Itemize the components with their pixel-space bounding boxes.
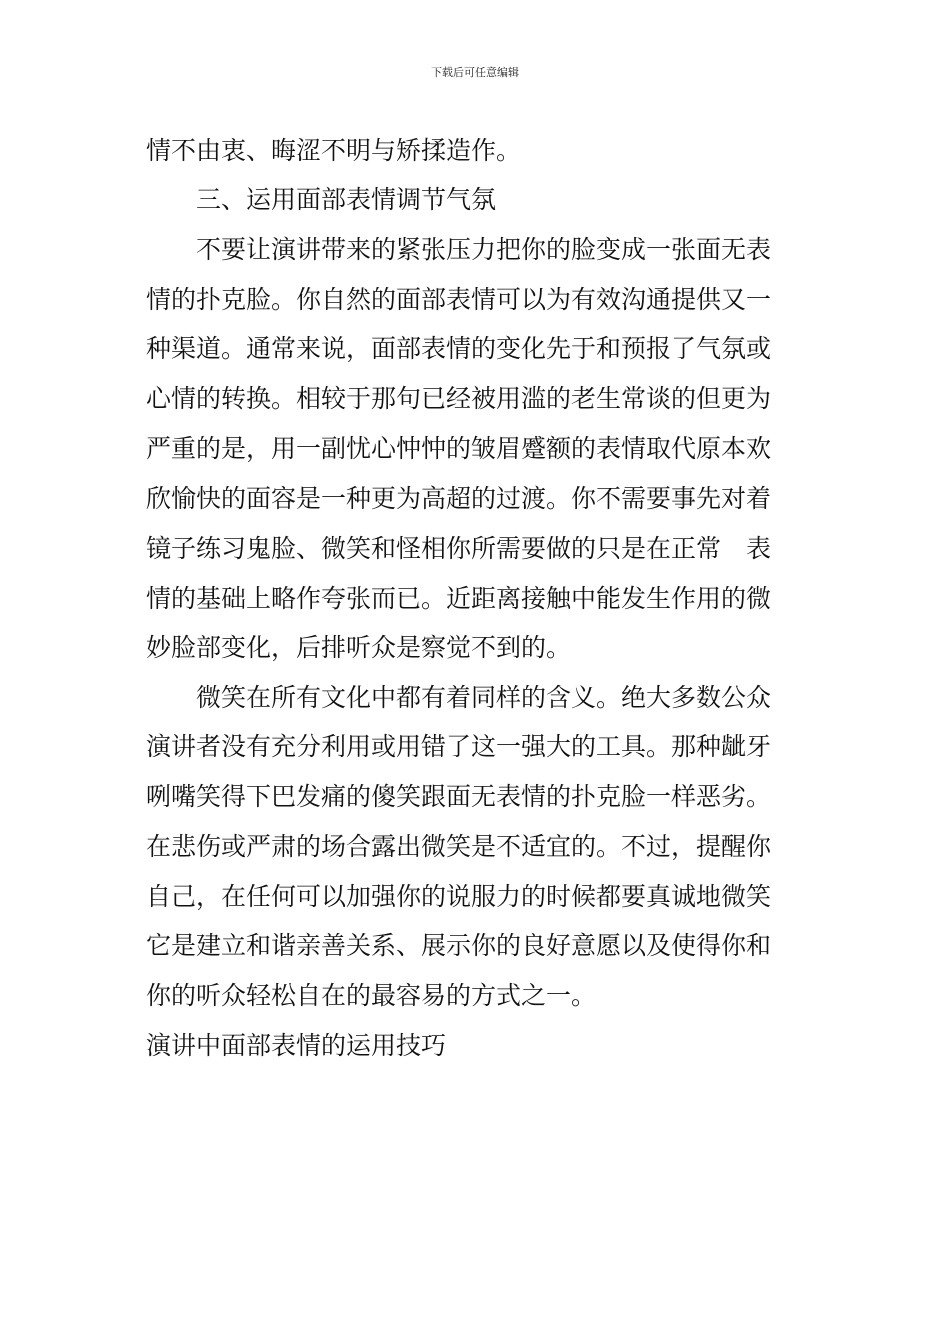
paragraph-line: 演讲者没有充分利用或用错了这一强大的工具。那种龇牙 [146,732,772,761]
paragraph-line: 严重的是，用一副忧心忡忡的皱眉蹙额的表情取代原本欢 [146,434,772,463]
paragraph-line: 情的扑克脸。你自然的面部表情可以为有效沟通提供又一 [146,285,772,314]
page-header: 下载后可任意编辑 [431,66,519,79]
paragraph-line: 不要让演讲带来的紧张压力把你的脸变成一张面无表 [196,235,772,264]
paragraph-line: 镜子练习鬼脸、微笑和怪相你所需要做的只是在正常 表 [146,534,772,563]
section-heading: 三、运用面部表情调节气氛 [196,185,497,214]
paragraph-line: 情的基础上略作夸张而已。近距离接触中能发生作用的微 [146,584,772,613]
paragraph-line: 欣愉快的面容是一种更为高超的过渡。你不需要事先对着 [146,484,772,513]
paragraph-line: 自己，在任何可以加强你的说服力的时候都要真诚地微笑 [146,882,772,911]
document-title-line: 演讲中面部表情的运用技巧 [146,1031,447,1060]
paragraph-line: 咧嘴笑得下巴发痛的傻笑跟面无表情的扑克脸一样恶劣。 [146,782,772,811]
paragraph-line: 在悲伤或严肃的场合露出微笑是不适宜的。不过，提醒你 [146,832,772,861]
paragraph-line: 微笑在所有文化中都有着同样的含义。绝大多数公众 [196,683,772,712]
paragraph-line: 心情的转换。相较于那句已经被用滥的老生常谈的但更为 [146,384,772,413]
paragraph-line: 你的听众轻松自在的最容易的方式之一。 [146,981,597,1010]
paragraph-line: 它是建立和谐亲善关系、展示你的良好意愿以及使得你和 [146,931,772,960]
paragraph-line: 种渠道。通常来说，面部表情的变化先于和预报了气氛或 [146,334,772,363]
paragraph-line: 情不由衷、晦涩不明与矫揉造作。 [146,136,522,165]
paragraph-line: 妙脸部变化，后排听众是察觉不到的。 [146,633,572,662]
